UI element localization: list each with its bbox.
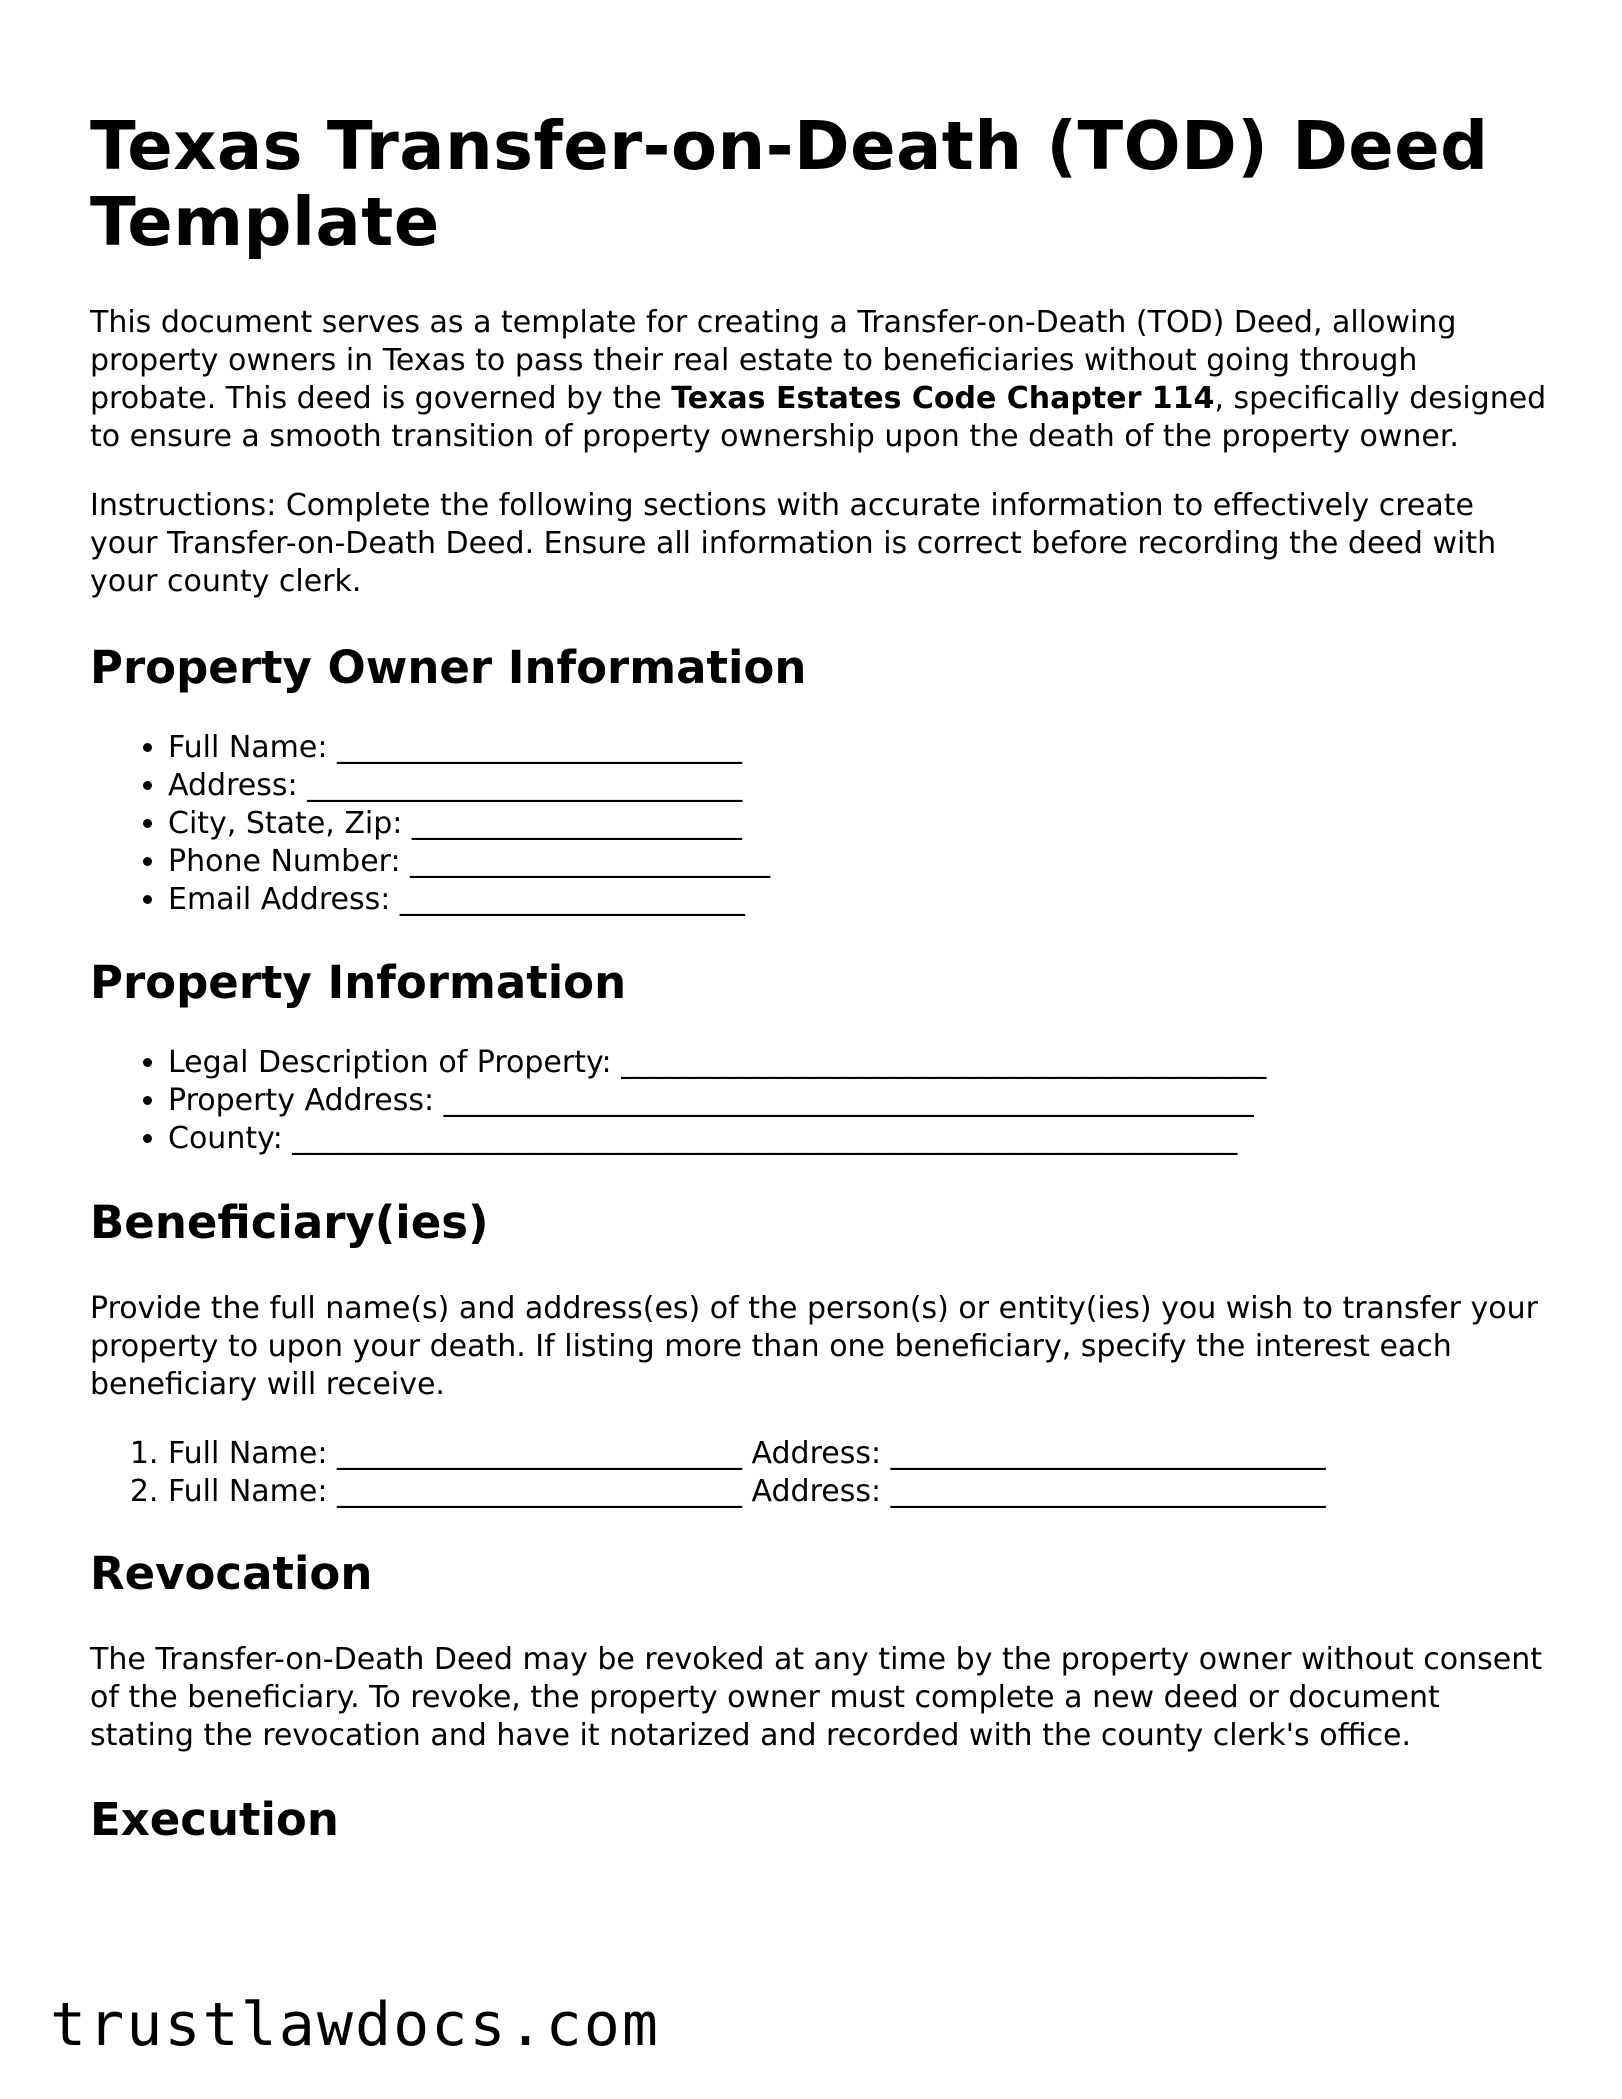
property-section-heading: Property Information: [90, 956, 627, 1009]
footer-watermark: trustlawdocs.com: [50, 1990, 660, 2060]
beneficiary-description: Provide the full name(s) and address(es) of the person(s) or entity(ies) you wish to transfer your property to upon your death. If listing more than one beneficiary, specify the interest each beneficiary will receive.: [90, 1291, 1538, 1402]
owner-section-heading: Property Owner Information: [90, 641, 807, 694]
owner-email-field: • Email Address: _______________________: [168, 881, 1550, 919]
owner-city-state-zip-field: • City, State, Zip: ______________________: [168, 805, 1550, 843]
beneficiary-1-field: 1. Full Name: ___________________________ Address: _____________________________: [168, 1435, 1550, 1473]
beneficiary-list: [90, 1435, 1550, 1511]
owner-phone-field: • Phone Number: ________________________: [168, 843, 1550, 881]
beneficiary-section-heading: Beneficiary(ies): [90, 1196, 489, 1249]
owner-full-name-field: • Full Name: ___________________________: [168, 729, 1550, 767]
intro-text-after: , specifically designed to ensure a smooth transition of property ownership upon the death of the property owner.: [90, 381, 1547, 454]
execution-section-heading: Execution: [90, 1793, 339, 1846]
owner-address-field: • Address: _____________________________: [168, 767, 1550, 805]
intro-statute-reference: Texas Estates Code Chapter 114: [671, 381, 1215, 416]
revocation-section-heading: Revocation: [90, 1547, 373, 1600]
instructions-paragraph: Instructions: Complete the following sections with accurate information to effectively create your Transfer-on-Death Deed. Ensure all information is correct before recording the deed with your county clerk.: [90, 488, 1497, 599]
property-legal-description-field: • Legal Description of Property: ___________________________________________: [168, 1044, 1550, 1082]
document-page: [90, 108, 1550, 1847]
property-county-field: • County: _______________________________________________________________: [168, 1120, 1550, 1158]
intro-text-before: This document serves as a template for creating a Transfer-on-Death (TOD) Deed, allowing property owners in Texas to pass their real estate to beneficiaries without going through probate. This deed is governed by the: [90, 305, 1457, 416]
property-address-field: • Property Address: ______________________________________________________: [168, 1082, 1550, 1120]
beneficiary-2-field: 2. Full Name: ___________________________ Address: _____________________________: [168, 1473, 1550, 1511]
page-title: Texas Transfer-on-Death (TOD) Deed Template: [90, 107, 1489, 261]
revocation-text: The Transfer-on-Death Deed may be revoked at any time by the property owner without consent of the beneficiary. To revoke, the property owner must complete a new deed or document stating the revocation and have it notarized and recorded with the county clerk's office.: [90, 1642, 1542, 1753]
property-info-list: [90, 1044, 1550, 1158]
owner-info-list: [90, 729, 1550, 919]
intro-paragraph: [90, 304, 1550, 456]
